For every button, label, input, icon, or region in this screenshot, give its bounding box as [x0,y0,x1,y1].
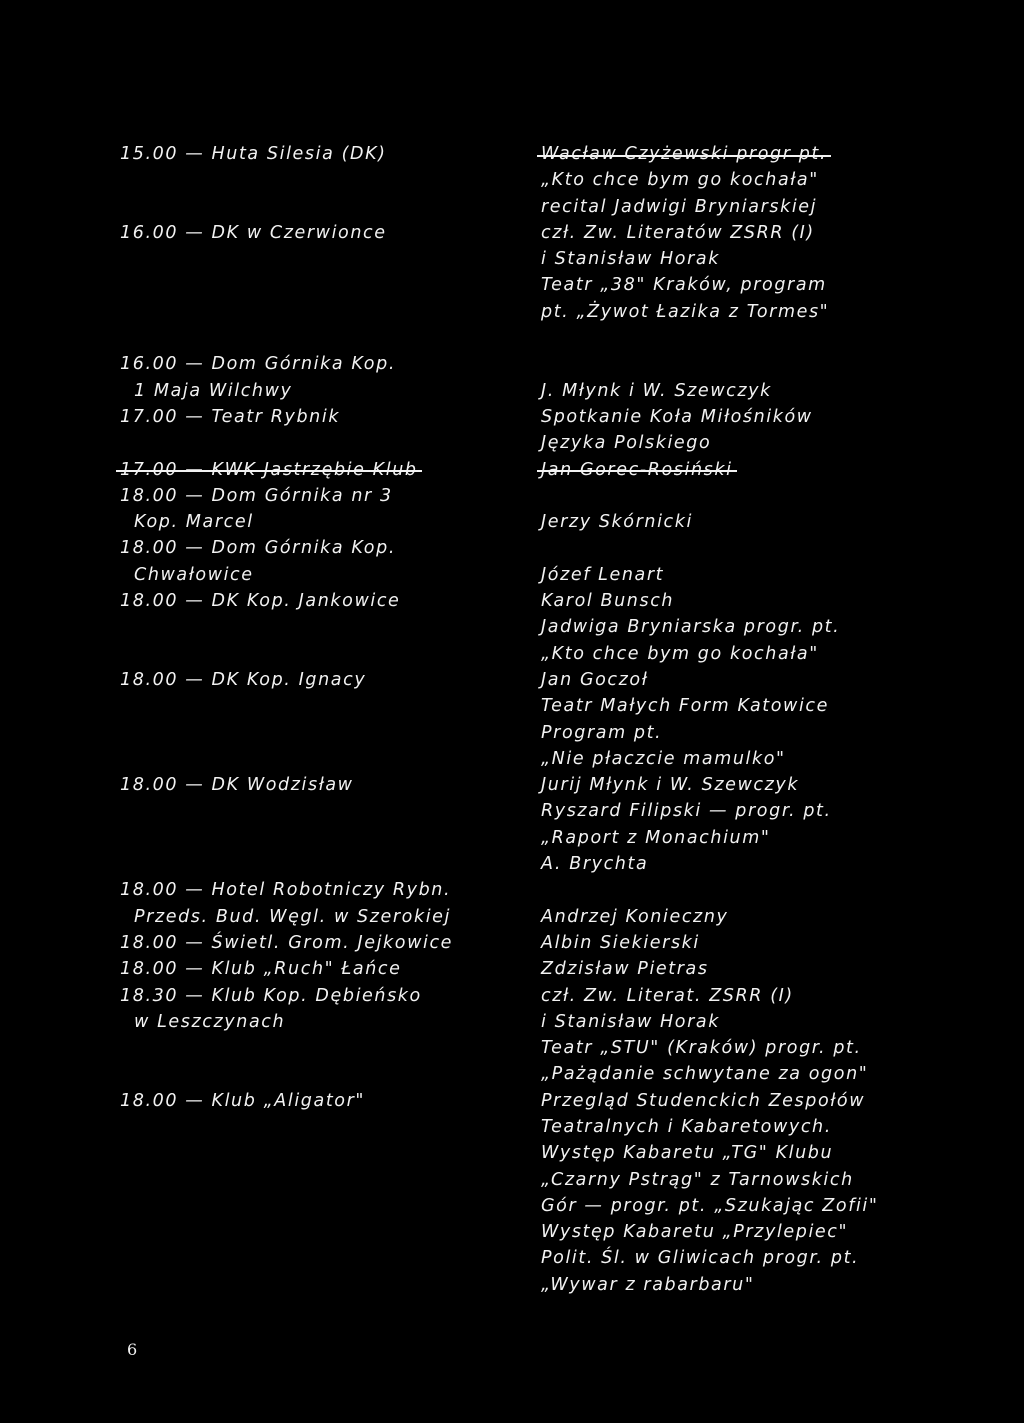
schedule-line [120,562,520,588]
program-line [541,720,981,746]
schedule-line [120,772,520,798]
program-line [541,1114,981,1140]
entry-text: Teatralnych i Kabaretowych. [541,1116,832,1137]
program-line [541,1035,981,1061]
entry-text: 18.00 — DK Kop. Jankowice [120,591,401,612]
program-line [541,1193,981,1219]
entry-text: w Leszczynach [134,1011,286,1032]
entry-text [120,641,520,667]
program-line [541,457,981,483]
program-line [541,299,981,325]
program-line [541,509,981,535]
entry-text: Spotkanie Koła Miłośników [541,406,813,427]
entry-text: 15.00 — Huta Silesia (DK) [120,144,387,164]
program-line [541,1272,981,1298]
program-line [541,272,981,298]
program-line [541,877,981,903]
program-line [541,404,981,430]
entry-text: „Wywar z rabarbaru" [541,1274,755,1295]
schedule-line [120,588,520,614]
entry-text: Andrzej Konieczny [541,906,729,927]
entry-text: recital Jadwigi Bryniarskiej [541,196,818,217]
entry-text: 18.00 — Klub „Aligator" [120,1090,366,1111]
schedule-line [120,720,520,746]
entry-text: Gór — progr. pt. „Szukając Zofii" [541,1195,879,1216]
schedule-times-venues [120,141,520,1114]
program-line [541,1061,981,1087]
program-line [541,956,981,982]
entry-text: „Kto chce bym go kochała" [541,643,819,664]
entry-text: Języka Polskiego [541,433,712,454]
entry-text: 18.00 — Klub „Ruch" Łańce [120,959,402,980]
entry-text [120,246,520,272]
page-number: 6 [127,1340,138,1359]
entry-text: czł. Zw. Literat. ZSRR (I) [541,985,794,1006]
entry-text [120,825,520,851]
schedule-line [120,167,520,193]
program-line [541,930,981,956]
entry-text [120,1035,520,1061]
schedule-line [120,351,520,377]
entry-text: „Nie płaczcie mamulko" [541,748,786,769]
program-line [541,220,981,246]
entry-text: Chwałowice [134,564,254,585]
schedule-line [120,641,520,667]
entry-text: Teatr „38" Kraków, program [541,275,827,296]
entry-text: Kop. Marcel [134,512,254,533]
struck-through-entry: Jan Gorec-Rosiński [541,457,733,483]
schedule-line [120,457,520,483]
entry-text [541,351,981,377]
entry-text [541,483,981,509]
entry-text: 18.00 — Dom Górnika Kop. [120,538,396,559]
entry-text [120,430,520,456]
entry-text [120,746,520,772]
schedule-line [120,1061,520,1087]
schedule-line [120,378,520,404]
program-line [541,1245,981,1271]
entry-text [120,325,520,351]
program-line [541,378,981,404]
entry-text: Występ Kabaretu „TG" Klubu [541,1143,834,1164]
schedule-line [120,825,520,851]
schedule-line [120,798,520,824]
entry-text: Jerzy Skórnicki [541,512,693,533]
entry-text: czł. Zw. Literatów ZSRR (I) [541,222,815,243]
program-line [541,772,981,798]
schedule-line [120,141,520,167]
entry-text: 18.00 — DK Kop. Ignacy [120,669,367,690]
entry-text: Albin Siekierski [541,932,700,953]
program-line [541,614,981,640]
schedule-line [120,430,520,456]
schedule-performers-programs [541,141,981,1298]
entry-text: pt. „Żywot Łazika z Tormes" [541,301,830,322]
program-line [541,535,981,561]
program-line [541,798,981,824]
schedule-line [120,667,520,693]
program-line [541,667,981,693]
entry-text [120,299,520,325]
entry-text: Teatr Małych Form Katowice [541,696,830,717]
schedule-line [120,220,520,246]
entry-text [120,798,520,824]
program-line [541,194,981,220]
entry-text [120,851,520,877]
entry-text: „Czarny Pstrąg" z Tarnowskich [541,1169,854,1190]
program-line [541,246,981,272]
schedule-line [120,983,520,1009]
program-line [541,588,981,614]
entry-text [120,167,520,193]
schedule-line [120,930,520,956]
entry-text: 16.00 — Dom Górnika Kop. [120,354,396,375]
entry-text [541,535,981,561]
entry-text: 18.30 — Klub Kop. Dębieńsko [120,985,422,1006]
program-line [541,1140,981,1166]
entry-text: Zdzisław Pietras [541,959,709,980]
program-line [541,851,981,877]
program-line [541,983,981,1009]
entry-text: 18.00 — Dom Górnika nr 3 [120,485,393,506]
schedule-line [120,325,520,351]
program-line [541,641,981,667]
entry-text: i Stanisław Horak [541,1011,720,1032]
schedule-line [120,614,520,640]
entry-text: 18.00 — DK Wodzisław [120,775,354,796]
entry-text: Występ Kabaretu „Przylepiec" [541,1222,849,1243]
entry-text: Teatr „STU" (Kraków) progr. pt. [541,1038,862,1059]
program-line [541,167,981,193]
entry-text: Józef Lenart [541,564,665,585]
program-line [541,430,981,456]
struck-through-entry: 17.00 — KWK Jastrzębie Klub [120,457,418,483]
entry-text [120,693,520,719]
entry-text: Karol Bunsch [541,591,675,612]
schedule-line [120,1035,520,1061]
struck-through-entry: Wacław Czyżewski progr pt. [541,141,827,167]
entry-text: „Pażądanie schwytane za ogon" [541,1064,869,1085]
entry-text: 17.00 — Teatr Rybnik [120,406,341,427]
entry-text [120,272,520,298]
program-line [541,1088,981,1114]
entry-text: Jadwiga Bryniarska progr. pt. [541,617,841,638]
program-line [541,351,981,377]
schedule-line [120,877,520,903]
schedule-line [120,509,520,535]
entry-text: Jan Goczoł [541,669,649,690]
entry-text [541,877,981,903]
entry-text: i Stanisław Horak [541,249,720,270]
schedule-line [120,1088,520,1114]
program-line [541,483,981,509]
entry-text: Przeds. Bud. Węgl. w Szerokiej [134,906,452,927]
entry-text: Polit. Śl. w Gliwicach progr. pt. [541,1248,860,1269]
program-line [541,825,981,851]
program-line [541,562,981,588]
schedule-line [120,851,520,877]
entry-text: 16.00 — DK w Czerwionce [120,222,387,243]
schedule-line [120,956,520,982]
entry-text: „Kto chce bym go kochała" [541,170,819,191]
schedule-line [120,693,520,719]
program-line [541,1009,981,1035]
entry-text: Jurij Młynk i W. Szewczyk [541,775,800,796]
schedule-line [120,746,520,772]
entry-text: „Raport z Monachium" [541,827,771,848]
program-line [541,1167,981,1193]
program-line [541,746,981,772]
schedule-line [120,246,520,272]
entry-text [120,194,520,220]
schedule-line [120,299,520,325]
entry-text: J. Młynk i W. Szewczyk [541,380,772,401]
schedule-line [120,404,520,430]
program-line [541,904,981,930]
schedule-line [120,483,520,509]
schedule-line [120,272,520,298]
schedule-line [120,1009,520,1035]
entry-text [120,614,520,640]
entry-text: Program pt. [541,722,663,743]
entry-text: 1 Maja Wilchwy [134,380,293,401]
schedule-line [120,194,520,220]
entry-text [120,1061,520,1087]
program-line [541,325,981,351]
program-line [541,1219,981,1245]
entry-text [120,720,520,746]
entry-text: Przegląd Studenckich Zespołów [541,1090,866,1111]
program-line [541,141,981,167]
entry-text [541,325,981,351]
program-line [541,693,981,719]
schedule-line [120,535,520,561]
entry-text: Ryszard Filipski — progr. pt. [541,801,832,822]
entry-text: 18.00 — Świetl. Grom. Jejkowice [120,932,454,953]
entry-text: A. Brychta [541,854,649,875]
schedule-line [120,904,520,930]
entry-text: 18.00 — Hotel Robotniczy Rybn. [120,880,452,901]
